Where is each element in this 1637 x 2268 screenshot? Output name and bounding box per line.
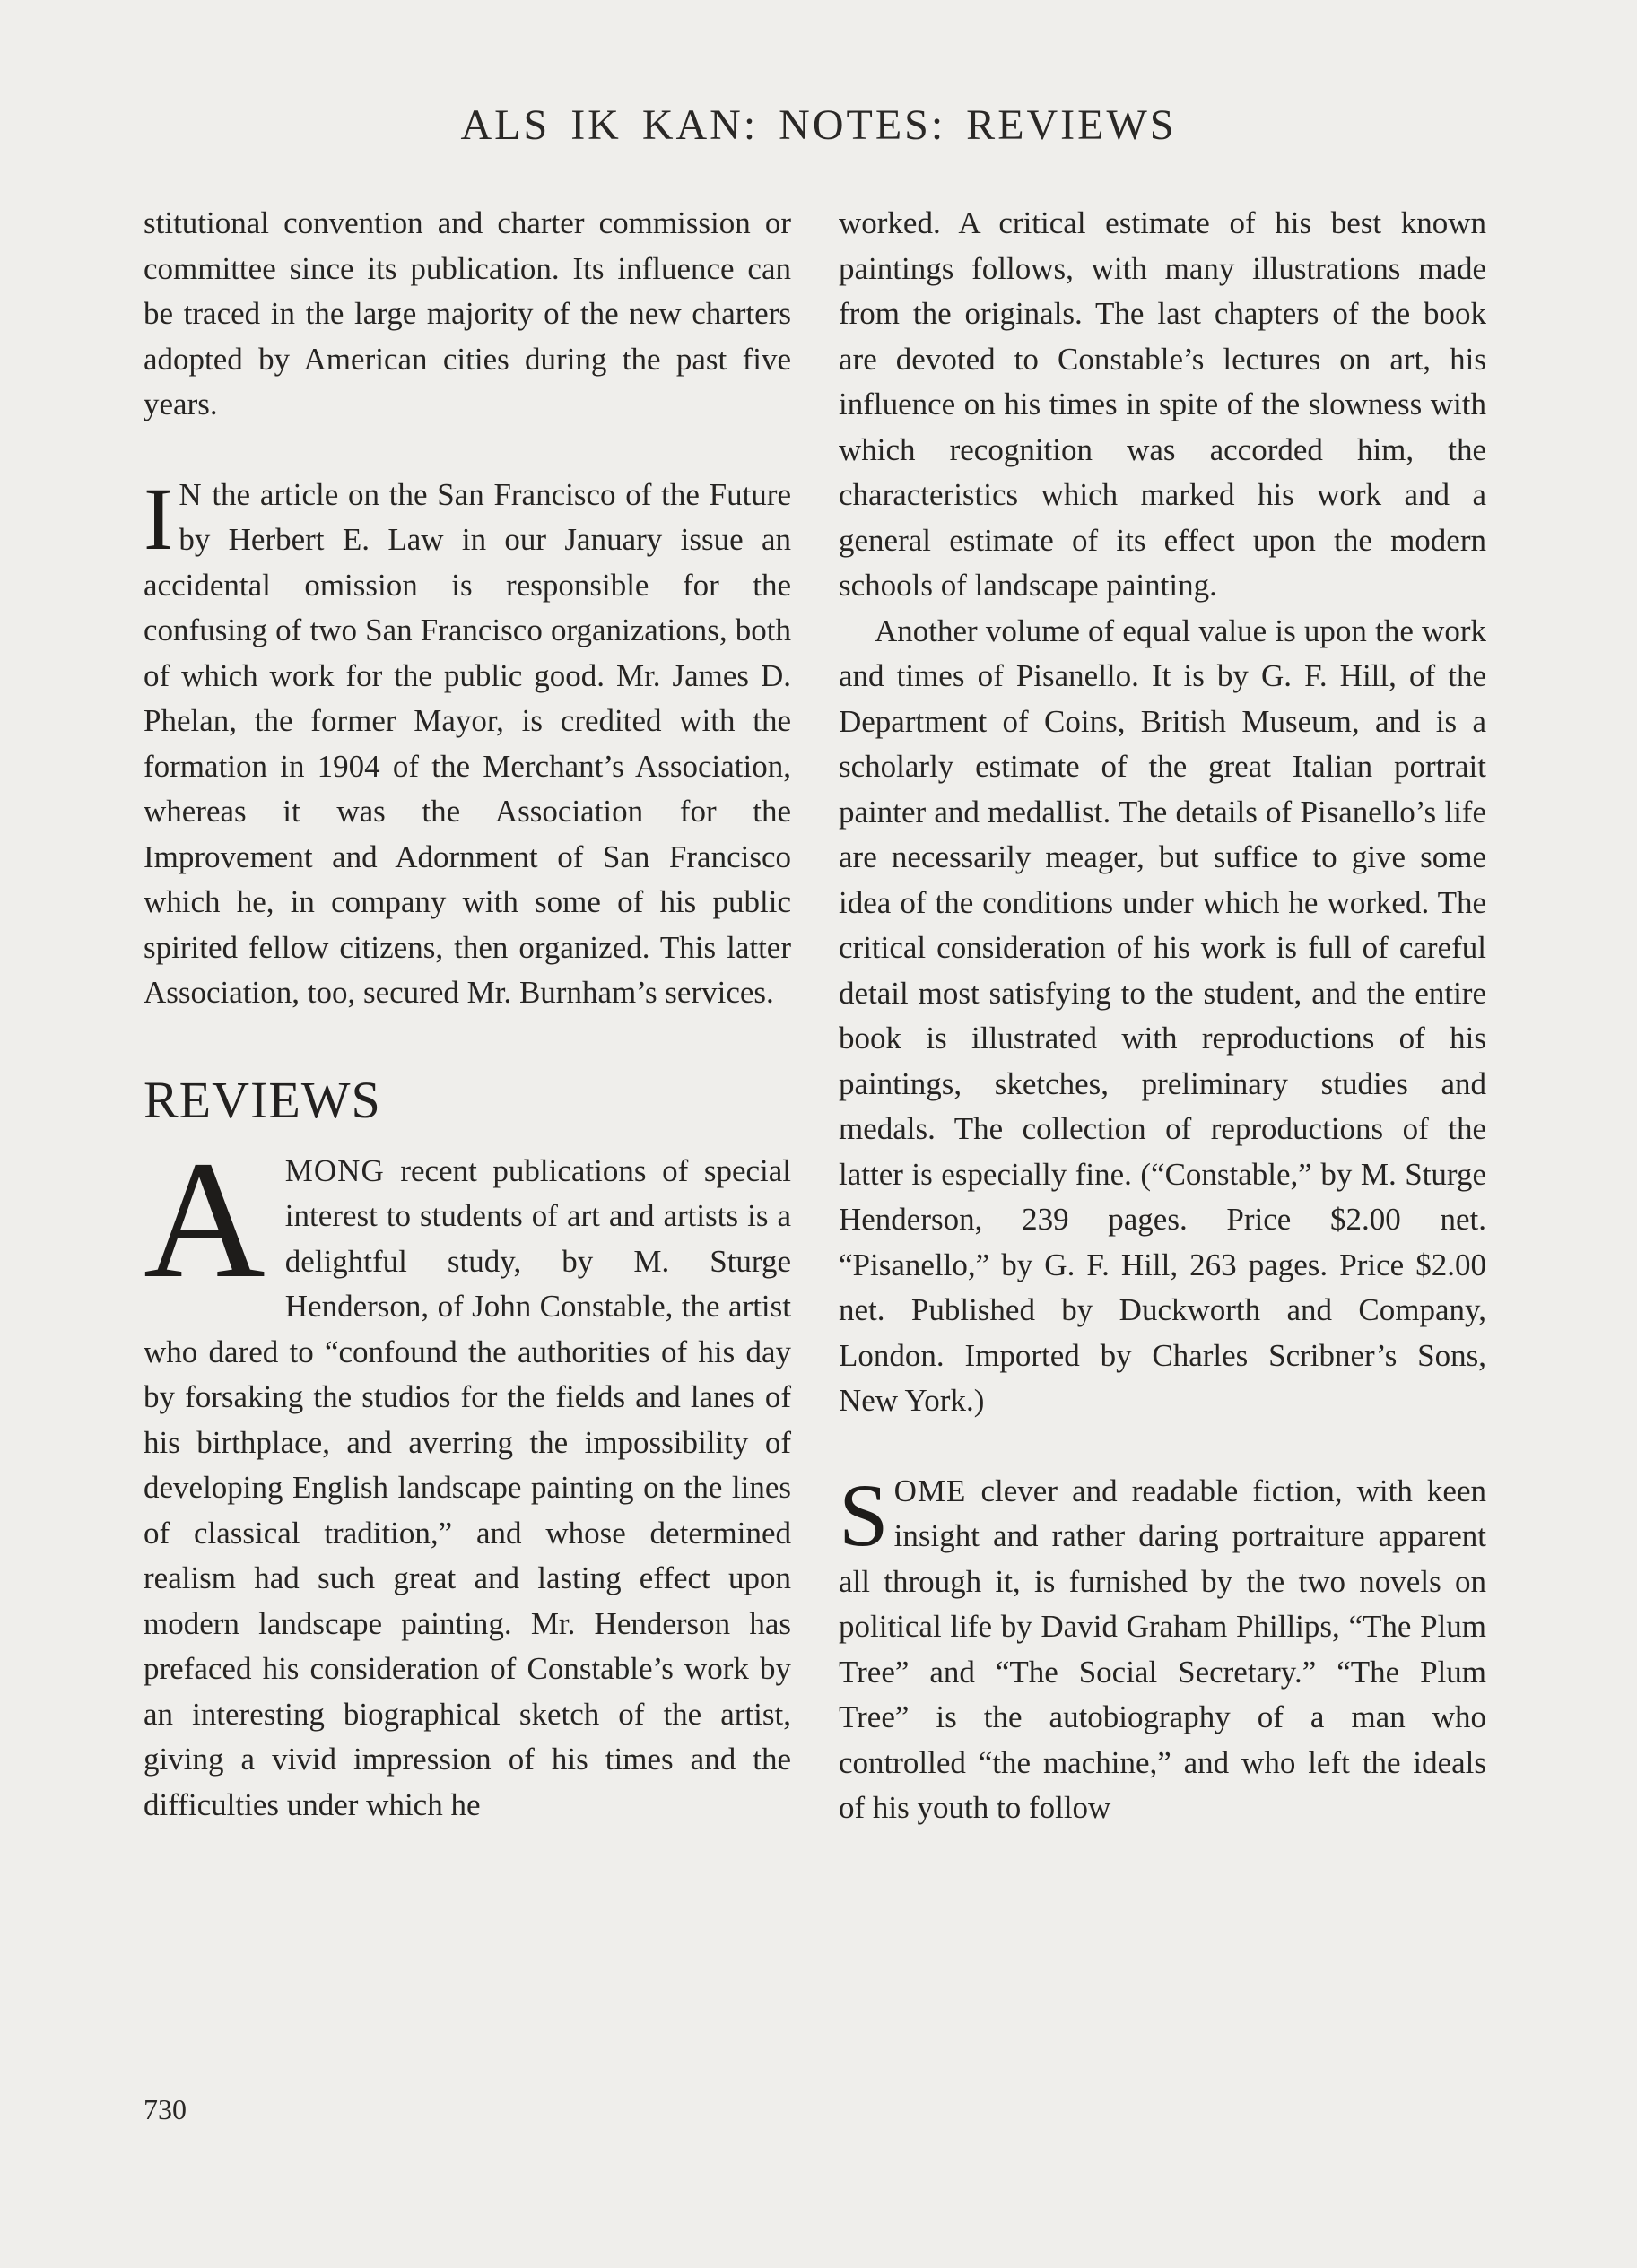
- lead-word: N: [179, 476, 203, 512]
- correction-paragraph: [144, 468, 791, 1016]
- page-number: 730: [144, 2093, 187, 2125]
- right-column: [839, 201, 1486, 1831]
- drop-cap-i: I: [144, 468, 174, 569]
- constable-review-paragraph: [144, 1125, 791, 1829]
- reviews-heading: REVIEWS: [144, 1070, 381, 1129]
- left-column: [144, 201, 791, 1828]
- paragraph-body: clever and readable fiction, with keen insight and rather daring portraiture apparent all through it, is furnished by the two novels on political life by David Graham Phillips, “The Plum Tree” and “The Social Secretary.” “The Plum Tree” is the autobiography of a man who controlled “the machine,” and who left the ideals of his youth to follow: [839, 1473, 1486, 1825]
- fiction-paragraph: [839, 1464, 1486, 1831]
- running-title: ALS IK KAN: NOTES: REVIEWS: [460, 101, 1177, 149]
- pisanello-paragraph: Another volume of equal value is upon the work and times of Pisanello. It is by G. F. Hill, of the Department of Coins, British Museum, and is a scholarly estimate of the great Italian portrait painter and medallist. The details of Pisanello’s life are necessarily meager, but suffice to give some idea of the conditions under which he worked. The critical consideration of his work is full of careful detail most satisfying to the student, and the entire book is illustrated with reproductions of his paintings, sketches, preliminary studies and medals. The collection of reproductions of the latter is especially fine. (“Constable,” by M. Sturge Henderson, 239 pages. Price $2.00 net. “Pisanello,” by G. F. Hill, 263 pages. Price $2.00 net. Published by Duckworth and Company, London. Imported by Charles Scribner’s Sons, New York.): [839, 613, 1486, 1418]
- continuation-paragraph: stitutional convention and charter commission or committee since its publication. Its influence can be traced in the large majority of the new charters adopted by American cities during the past five years.: [144, 205, 791, 421]
- paragraph-body: recent publications of special interest to students of art and artists is a delightful study, by M. Sturge Henderson, of John Constable, the artist who dared to “confound the authorities of his day by forsaking the studios for the fields and lanes of his birthplace, and averring the impossibility of developing English landscape painting on the lines of classical tradition,” and whose determined realism had such great and lasting effect upon modern landscape painting. Mr. Henderson has prefaced his consideration of Constable’s work by an interesting biographical sketch of the artist, giving a vivid impression of his times and the difficulties under which he: [144, 1152, 791, 1822]
- lead-word: OME: [893, 1473, 967, 1508]
- paragraph-body: the article on the San Francisco of the Future by Herbert E. Law in our January issue an accidental omission is responsible for the confusing of two San Francisco organizations, both of which work for the public good. Mr. James D. Phelan, the former Mayor, is credited with the formation in 1904 of the Merchant’s Association, whereas it was the Association for the Improvement and Adornment of San Francisco which he, in company with some of his public spirited fellow citizens, then organized. This latter Association, too, secured Mr. Burnham’s services.: [144, 476, 791, 1010]
- drop-cap-s: S: [839, 1464, 889, 1565]
- drop-cap-a: A: [144, 1125, 266, 1313]
- lead-word: MONG: [284, 1152, 385, 1188]
- constable-continuation-paragraph: worked. A critical estimate of his best known paintings follows, with many illustrations made from the originals. The last chapters of the book are devoted to Constable’s lectures on art, his influence on his times in spite of the slowness with which recognition was accorded him, the characteristics which marked his work and a general estimate of its effect upon the modern schools of landscape painting.: [839, 205, 1486, 603]
